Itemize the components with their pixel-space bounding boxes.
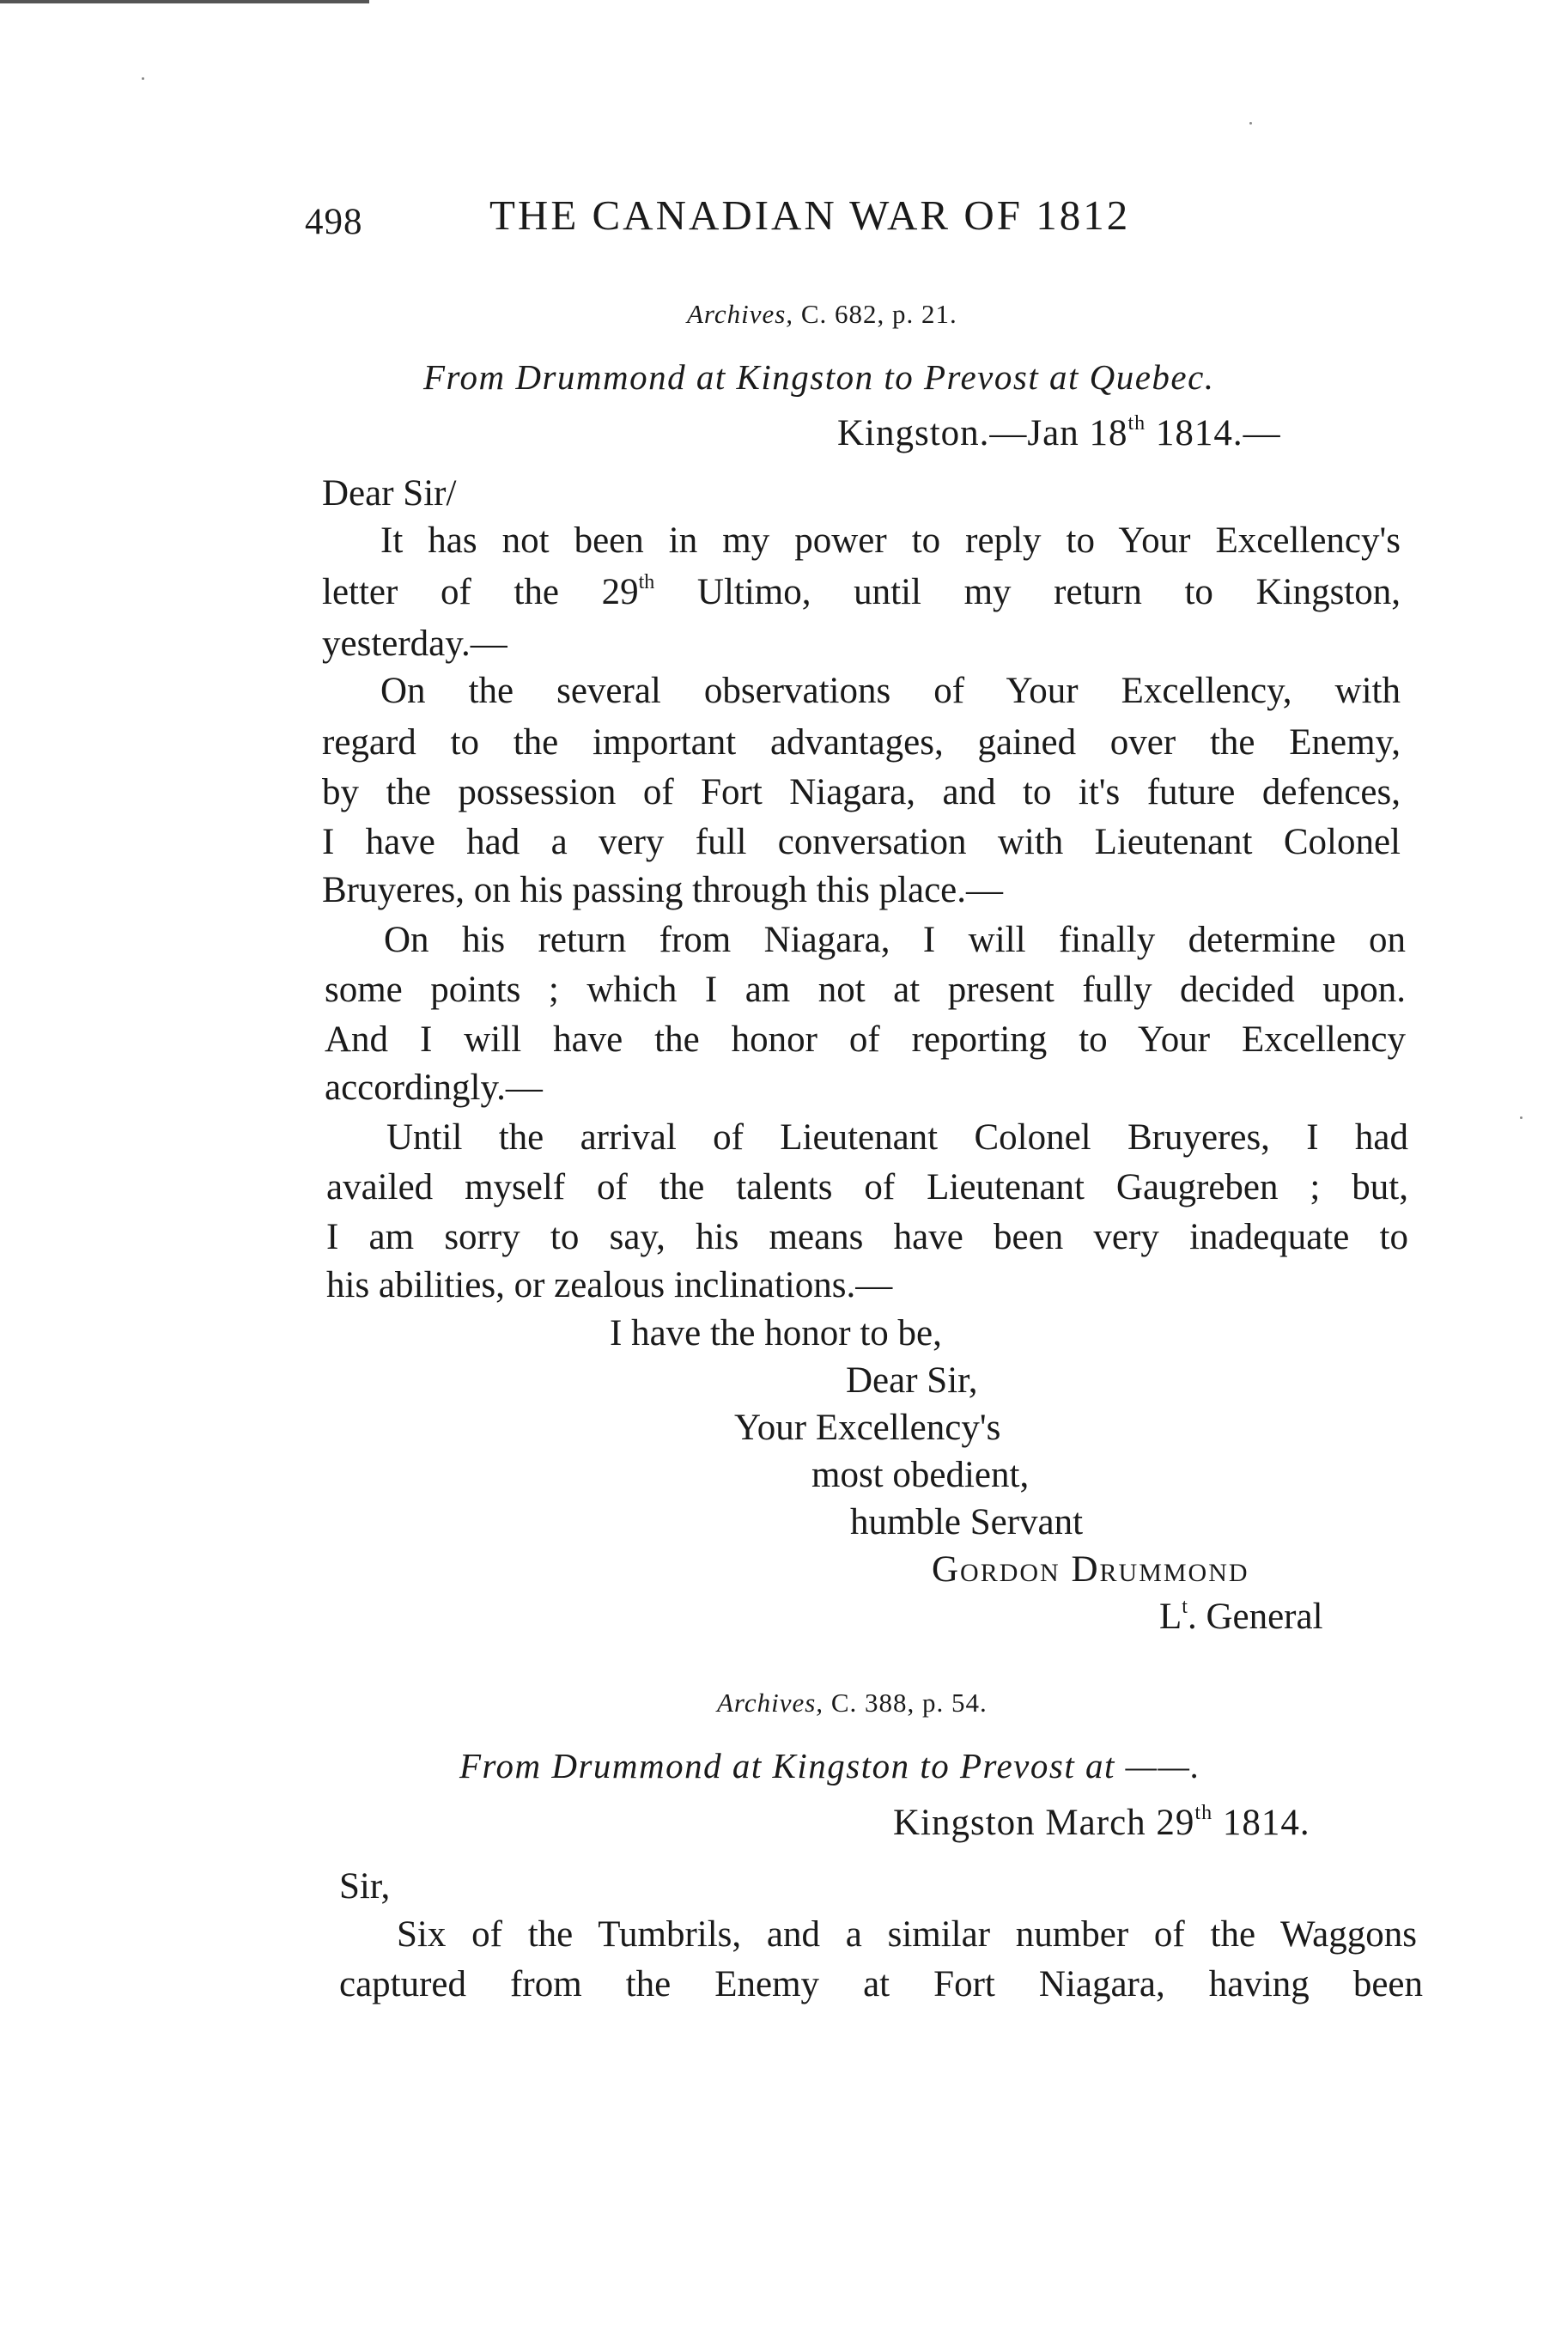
citation-reference: C. 388, p. 54.	[830, 1688, 988, 1718]
closing-line: most obedient,	[811, 1455, 1030, 1495]
body-line: some points ; which I am not at present fully decided upon.	[325, 970, 1406, 1010]
body-line: letter of the 29th Ultimo, until my return to Kingston,	[322, 571, 1401, 612]
body-line: his abilities, or zealous inclinations.—	[326, 1265, 893, 1305]
page-number: 498	[305, 202, 363, 242]
page-header	[305, 191, 1258, 251]
archive-citation	[687, 299, 957, 330]
letter-salutation: Dear Sir/	[322, 473, 457, 514]
body-line: On his return from Niagara, I will finally determine on	[384, 920, 1406, 960]
closing-line: Dear Sir,	[846, 1360, 978, 1401]
body-line: I am sorry to say, his means have been very inadequate to	[326, 1217, 1408, 1257]
citation-reference: C. 682, p. 21.	[800, 299, 957, 329]
signature: Gordon Drummond	[932, 1549, 1249, 1590]
scan-speck	[1249, 122, 1252, 125]
running-head: THE CANADIAN WAR OF 1812	[489, 192, 1131, 239]
body-line: Bruyeres, on his passing through this place.—	[322, 870, 1004, 910]
closing-line: I have the honor to be,	[610, 1313, 942, 1353]
body-line: regard to the important advantages, gained over the Enemy,	[322, 722, 1401, 763]
closing-line: Your Excellency's	[734, 1408, 1001, 1448]
body-line: Six of the Tumbrils, and a similar number of the Waggons	[397, 1914, 1417, 1955]
scan-speck	[142, 77, 144, 80]
body-line: accordingly.—	[325, 1068, 543, 1108]
letter-dateline: Kingston March 29th 1814.	[893, 1802, 1310, 1843]
body-line: yesterday.—	[322, 623, 507, 664]
letter-heading: From Drummond at Kingston to Prevost at ——.	[459, 1746, 1201, 1785]
body-line: I have had a very full conversation with Lieutenant Colonel	[322, 822, 1401, 862]
closing-line: humble Servant	[850, 1502, 1084, 1542]
signatory-rank: $L^t$. General	[1159, 1596, 1323, 1637]
body-line: captured from the Enemy at Fort Niagara, having been	[339, 1964, 1423, 2004]
scan-speck	[1520, 1116, 1522, 1119]
body-line: On the several observations of Your Excellency, with	[380, 671, 1401, 711]
body-line: Until the arrival of Lieutenant Colonel Bruyeres, I had	[386, 1117, 1408, 1158]
body-line: It has not been in my power to reply to Your Excellency's	[380, 520, 1401, 561]
citation-source: Archives,	[717, 1688, 824, 1718]
letter-dateline: Kingston.—Jan 18th 1814.—	[837, 412, 1281, 453]
body-line: by the possession of Fort Niagara, and to it's future defences,	[322, 772, 1401, 812]
body-line: And I will have the honor of reporting to Your Excellency	[325, 1019, 1406, 1060]
body-line: availed myself of the talents of Lieutenant Gaugreben ; but,	[326, 1167, 1408, 1207]
archive-citation	[717, 1688, 988, 1718]
scan-edge-rule	[0, 0, 369, 3]
letter-salutation: Sir,	[339, 1866, 391, 1907]
citation-source: Archives,	[687, 299, 794, 329]
letter-heading: From Drummond at Kingston to Prevost at Quebec.	[423, 357, 1215, 397]
